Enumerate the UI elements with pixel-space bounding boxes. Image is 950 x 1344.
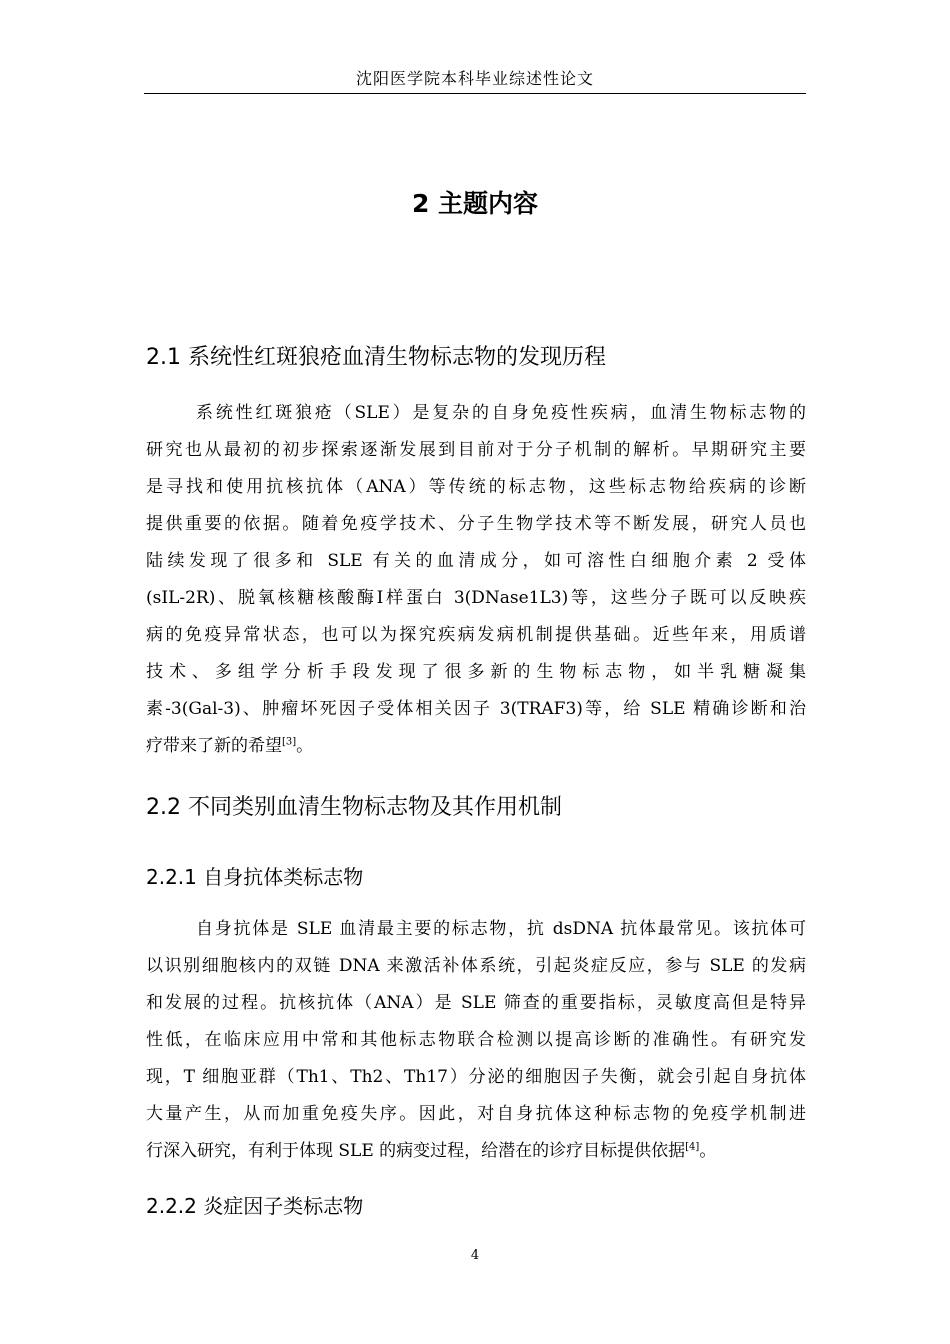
paragraph-line: 技术、多组学分析手段发现了很多新的生物标志物，如半乳糖凝集: [146, 662, 806, 682]
citation-reference: [4]: [685, 1141, 700, 1153]
paragraph-line: 自身抗体是 SLE 血清最主要的标志物，抗 dsDNA 抗体最常见。该抗体可: [196, 919, 806, 939]
section-2-1-paragraph: [146, 395, 806, 765]
page-header: 沈阳医学院本科毕业综述性论文: [144, 66, 806, 94]
citation-reference: [3]: [282, 736, 297, 748]
paragraph-line: 是寻找和使用抗核抗体（ANA）等传统的标志物，这些标志物给疾病的诊断: [146, 477, 806, 497]
paragraph-line: 大量产生，从而加重免疫失序。因此，对自身抗体这种标志物的免疫学机制进: [146, 1104, 806, 1124]
paragraph-last-line: [146, 1133, 806, 1170]
page-number: 4: [470, 1248, 480, 1263]
subsection-2-2-1-heading: 2.2.1 自身抗体类标志物: [146, 865, 364, 889]
paragraph-line: 提供重要的依据。随着免疫学技术、分子生物学技术等不断发展，研究人员也: [146, 514, 806, 534]
subsection-2-2-2-heading: 2.2.2 炎症因子类标志物: [146, 1194, 364, 1218]
paragraph-line-text: 行深入研究，有利于体现 SLE 的病变过程，给潜在的诊疗目标提供依据: [146, 1141, 686, 1161]
section-2-2-heading: 2.2 不同类别血清生物标志物及其作用机制: [146, 795, 562, 820]
chapter-title: 2 主题内容: [411, 189, 539, 218]
paragraph-line: (sIL-2R)、脱氧核糖核酸酶Ⅰ样蛋白 3(DNase1L3)等，这些分子既可以反映疾: [146, 588, 806, 608]
paragraph-line: 现，T 细胞亚群（Th1、Th2、Th17）分泌的细胞因子失衡，就会引起自身抗体: [146, 1067, 806, 1087]
sentence-end: 。: [296, 736, 314, 756]
paragraph-line: 系统性红斑狼疮（SLE）是复杂的自身免疫性疾病，血清生物标志物的: [196, 403, 806, 423]
paragraph-line: 和发展的过程。抗核抗体（ANA）是 SLE 筛查的重要指标，灵敏度高但是特异: [146, 993, 806, 1013]
subsection-2-2-1-paragraph: [146, 911, 806, 1170]
sentence-end: 。: [699, 1141, 717, 1161]
paragraph-line: 以识别细胞核内的双链 DNA 来激活补体系统，引起炎症反应，参与 SLE 的发病: [146, 956, 806, 976]
section-2-1-heading: 2.1 系统性红斑狼疮血清生物标志物的发现历程: [146, 345, 606, 370]
paragraph-line: 陆续发现了很多和 SLE 有关的血清成分，如可溶性白细胞介素 2 受体: [146, 551, 806, 571]
paragraph-line: 素-3(Gal-3)、肿瘤坏死因子受体相关因子 3(TRAF3)等，给 SLE 精确诊断和治: [146, 699, 806, 719]
paragraph-line: 性低，在临床应用中常和其他标志物联合检测以提高诊断的准确性。有研究发: [146, 1030, 806, 1050]
paragraph-line-text: 疗带来了新的希望: [146, 736, 282, 756]
paragraph-last-line: [146, 728, 806, 765]
paragraph-line: 研究也从最初的初步探索逐渐发展到目前对于分子机制的解析。早期研究主要: [146, 440, 806, 460]
paragraph-line: 病的免疫异常状态，也可以为探究疾病发病机制提供基础。近些年来，用质谱: [146, 625, 806, 645]
